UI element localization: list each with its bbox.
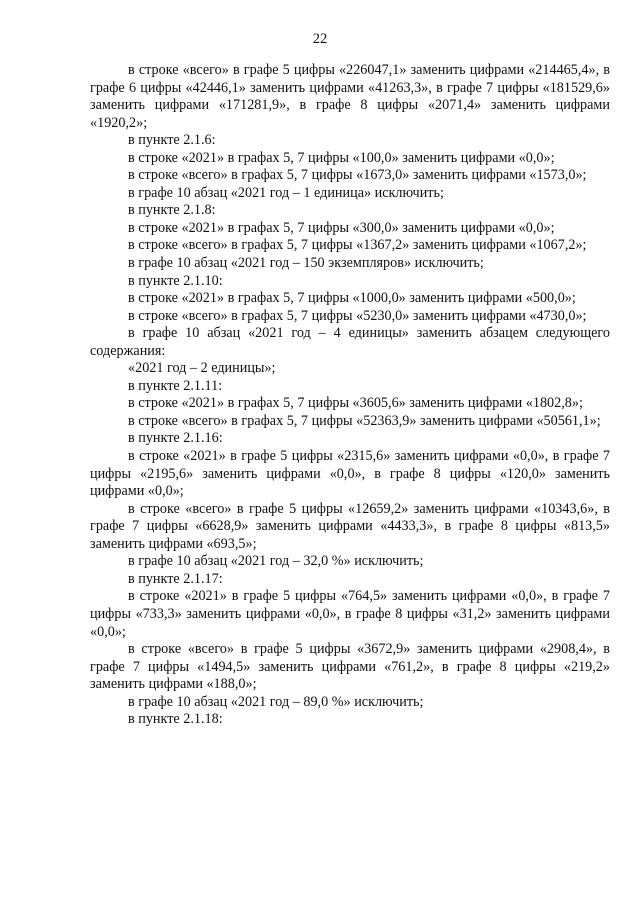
paragraph: в строке «всего» в графах 5, 7 цифры «52363,9» заменить цифрами «50561,1»; xyxy=(128,412,601,429)
paragraph: в строке «всего» в графе 5 цифры «3672,9» заменить цифрами «2908,4», в графе 7 цифры «1494,5» заменить цифрами «761,2», в графе 8 цифры «219,2» заменить цифрами «188,0»; xyxy=(90,641,610,693)
paragraph: в строке «всего» в графе 5 цифры «12659,2» заменить цифрами «10343,6», в графе 7 цифры «6628,9» заменить цифрами «4433,3», в графе 8 цифры «813,5» заменить цифрами «693,5»; xyxy=(90,500,610,552)
paragraph: в строке «2021» в графе 5 цифры «764,5» заменить цифрами «0,0», в графе 7 цифры «733,3» заменить цифрами «0,0», в графе 8 цифры «31,2» заменить цифрами «0,0»; xyxy=(90,588,610,640)
paragraph: в графе 10 абзац «2021 год – 89,0 %» исключить; xyxy=(128,693,424,710)
paragraph: в графе 10 абзац «2021 год – 1 единица» исключить; xyxy=(128,184,444,201)
paragraph: в строке «2021» в графах 5, 7 цифры «100,0» заменить цифрами «0,0»; xyxy=(128,149,555,166)
paragraph: в строке «всего» в графах 5, 7 цифры «5230,0» заменить цифрами «4730,0»; xyxy=(128,307,587,324)
paragraph: в строке «2021» в графах 5, 7 цифры «1000,0» заменить цифрами «500,0»; xyxy=(128,290,576,307)
paragraph: в строке «всего» в графах 5, 7 цифры «1673,0» заменить цифрами «1573,0»; xyxy=(128,167,587,184)
paragraph: в графе 10 абзац «2021 год – 150 экземпляров» исключить; xyxy=(128,255,484,272)
paragraph: в строке «2021» в графах 5, 7 цифры «3605,6» заменить цифрами «1802,8»; xyxy=(128,395,583,412)
paragraph: «2021 год – 2 единицы»; xyxy=(128,360,276,377)
document-body xyxy=(90,62,610,729)
paragraph: в строке «всего» в графе 5 цифры «226047,1» заменить цифрами «214465,4», в графе 6 цифры «42446,1» заменить цифрами «41263,3», в графе 7 цифры «181529,6» заменить цифрами «171281,9», в графе 8 цифры «2071,4» заменить цифрами «1920,2»; xyxy=(90,62,610,131)
paragraph: в строке «всего» в графах 5, 7 цифры «1367,2» заменить цифрами «1067,2»; xyxy=(128,237,587,254)
paragraph: в пункте 2.1.10: xyxy=(128,272,223,289)
paragraph: в строке «2021» в графе 5 цифры «2315,6» заменить цифрами «0,0», в графе 7 цифры «2195,6» заменить цифрами «0,0», в графе 8 цифры «120,0» заменить цифрами «0,0»; xyxy=(90,448,610,500)
paragraph: в пункте 2.1.6: xyxy=(128,132,216,149)
paragraph: в графе 10 абзац «2021 год – 4 единицы» заменить абзацем следующего содержания: xyxy=(90,325,610,359)
page-number: 22 xyxy=(312,31,328,47)
paragraph: в пункте 2.1.17: xyxy=(128,570,223,587)
paragraph: в пункте 2.1.18: xyxy=(128,711,223,728)
paragraph: в строке «2021» в графах 5, 7 цифры «300,0» заменить цифрами «0,0»; xyxy=(128,219,555,236)
paragraph: в пункте 2.1.11: xyxy=(128,377,223,394)
paragraph: в пункте 2.1.16: xyxy=(128,430,223,447)
paragraph: в пункте 2.1.8: xyxy=(128,202,216,219)
paragraph: в графе 10 абзац «2021 год – 32,0 %» исключить; xyxy=(128,553,424,570)
